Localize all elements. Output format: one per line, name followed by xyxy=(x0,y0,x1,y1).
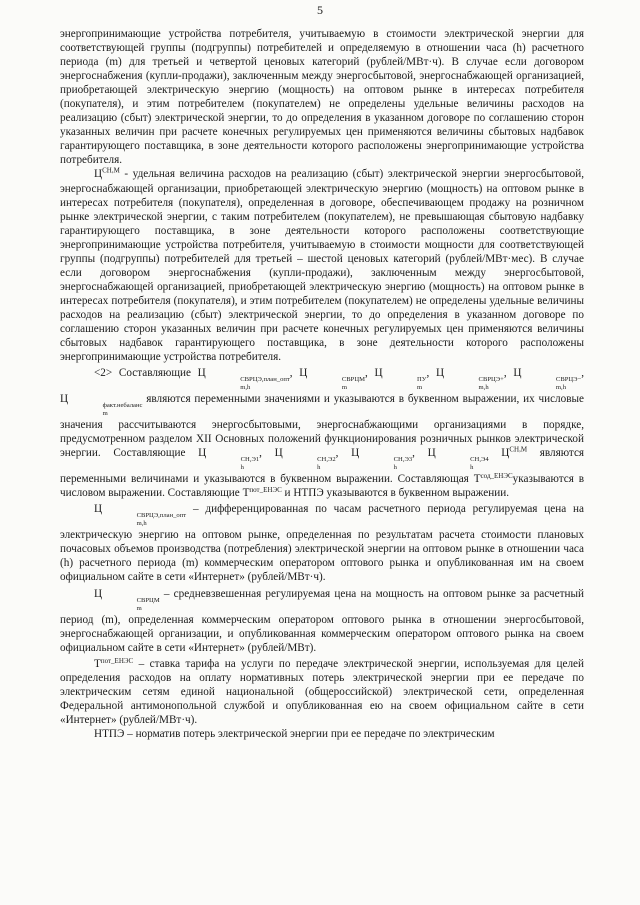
symbol-sn-m: $Ц^{СН,М}$ xyxy=(501,445,528,460)
paragraph-npte-definition: НТПЭ – норматив потерь электрической энергии при ее передаче по электрическим xyxy=(94,727,495,740)
symbol-sn-e1: Ц СН,Э1 h xyxy=(198,447,260,472)
symbol-pu: Ц ПУ m xyxy=(374,367,427,392)
symbol-sn-e4: Ц СН,Э4 h xyxy=(427,447,489,472)
symbol-t-pot-enes-def: $Т^{пот\_ЕНЭС}$ xyxy=(94,656,134,670)
symbol-t-pot-enes: $Т^{пот\_ЕНЭС}$ xyxy=(242,486,282,500)
symbol-t-sod-enes: $Т^{сод\_ЕНЭС}$ xyxy=(473,472,513,486)
symbol-svrce-plus: Ц СВРЦЭ+ m,h xyxy=(435,367,504,392)
symbol-svrce-plan: Ц СВРЦЭ,план_опт m,h xyxy=(197,367,290,392)
symbol-fakt-nebalans: Ц факт.небаланс m xyxy=(60,393,143,418)
paragraph-sn-m-definition: $Ц^{СН,М}$ - удельная величина расходов на реализацию (сбыт) электрической энергии энергосбытовой, энергоснабжающей организации, приобретающей электрическую энергию (мощность) на оптовом рынке в интересах потребителя (покупателя), определенная в договоре, обеспечивающем продажу на розничном рынке электрической энергии, с таким потребителем (покупателем), не превышающая сбытовую надбавку гарантирующего поставщика, в зоне деятельности которого расположены соответствующие энергопринимающие устройства потребителя, учитываемую в стоимости мощности для соответствующей группы (подгруппы) потребителей для третьей – шестой ценовых категорий (рублей/МВт·мес). В случае если договором энергоснабжения (купли-продажи), заключенным между энергосбытовой, энергоснабжающей организацией, приобретающей электрическую энергию (мощность) на оптовом рынке в интересах потребителя (покупателя), и этим потребителем (покупателем) не определены удельные величины расходов на реализацию (сбыт) электрической энергии, то до определения в указанном договоре по соглашению сторон указанных величин при расчете конечных регулируемых цен применяются величины сбытовых надбавок гарантирующего поставщика, в зоне деятельности которого расположены энергопринимающие устройства потребителя. xyxy=(60,166,584,364)
symbol-svrcm-def: Ц СВРЦМ m xyxy=(94,587,160,612)
paragraph-note-2: <2> Составляющие Ц СВРЦЭ,план_опт m,h , Ц СВРЦМ m , Ц ПУ m , Ц СВРЦЭ+ m,h , Ц СВРЦЭ− m,h , Ц факт.небаланс m являются переменными значениями и указываются в буквенном выражении, их числовые значения рассчитываются энергосбытовыми, энергоснабжающими организациями в порядке, предусмотренном разделом XII Основных положений функционирования розничных рынков электрической энергии. Составляющие Ц СН,Э1 h , Ц СН,Э2 h , Ц СН,Э3 h , Ц СН,Э4 h $Ц^{СН,М}$ являются переменными величинами и указываются в буквенном выражении. Составляющая $Т^{сод\_ЕНЭС}указываются$ в числовом выражении. Составляющие $Т^{пот\_ЕНЭС}$ и НТПЭ указываются в буквенном выражении. xyxy=(60,367,585,500)
symbol-svrcm: Ц СВРЦМ m xyxy=(299,367,365,392)
document-body xyxy=(60,27,584,741)
symbol-sn-e3: Ц СН,Э3 h xyxy=(351,447,413,472)
symbol-npte: НТПЭ xyxy=(293,487,324,500)
page-number: 5 xyxy=(317,3,323,17)
paragraph-continuation: энергопринимающие устройства потребителя, учитываемую в стоимости электрической энергии для соответствующей группы (подгруппы) потребителей и определяемую в отношении часа (h) расчетного периода (m) для третьей и четвертой ценовых категорий (рублей/МВт·ч). В случае если договором энергоснабжения (купли-продажи), заключенным между энергосбытовой, энергоснабжающей организацией, приобретающей электрическую энергию (мощность) на оптовом рынке в интересах потребителя (покупателя), и этим потребителем (покупателем) не определены удельные величины расходов на реализацию (сбыт) электрической энергии, то до определения в указанном договоре по соглашению сторон указанных величин при расчете конечных регулируемых цен применяются величины сбытовых надбавок гарантирующего поставщика, в зоне деятельности которого расположены энергопринимающие устройства потребителя. xyxy=(60,28,584,167)
symbol-svrce-minus: Ц СВРЦЭ− m,h xyxy=(513,367,582,392)
symbol-svrce-plan-def: Ц СВРЦЭ,план_опт m,h xyxy=(94,503,187,528)
symbol-ц-sn-m: $Ц^{СН,М}$ xyxy=(94,166,120,181)
paragraph-t-pot-definition: $Т^{пот\_ЕНЭС}$ – ставка тарифа на услуги по передаче электрической энергии, используемая для целей определения расходов на оплату нормативных потерь электрической энергии при ее передаче по электрическим сетям единой национальной (общероссийской) электрической сети, определенная Федеральной антимонопольной службой и опубликованная ею на своем официальном сайте в сети «Интернет» (рублей/МВт·ч). xyxy=(60,656,584,726)
paragraph-svrce-definition: Ц СВРЦЭ,план_опт m,h – дифференцированная по часам расчетного периода регулируемая цена на электрическую энергию на оптовом рынке, определенная по результатам расчета стоимости плановых почасовых объемов производства (потребления) электрической энергии на оптовом рынке в отношении часа (h) расчетного периода (m) коммерческим оператором оптового рынка и опубликованная им на своем официальном сайте в сети «Интернет» (рублей/МВт·ч). xyxy=(60,503,584,584)
paragraph-svrcm-definition: Ц СВРЦМ m – средневзвешенная регулируемая цена на мощность на оптовом рынке за расчетный период (m), определенная коммерческим оператором оптового рынка в отношении энергосбытовой, энергоснабжающей организации, и опубликованная коммерческим оператором оптового рынка на своем официальном сайте в сети «Интернет» (рублей/МВт). xyxy=(60,587,584,654)
symbol-sn-e2: Ц СН,Э2 h xyxy=(274,447,336,472)
